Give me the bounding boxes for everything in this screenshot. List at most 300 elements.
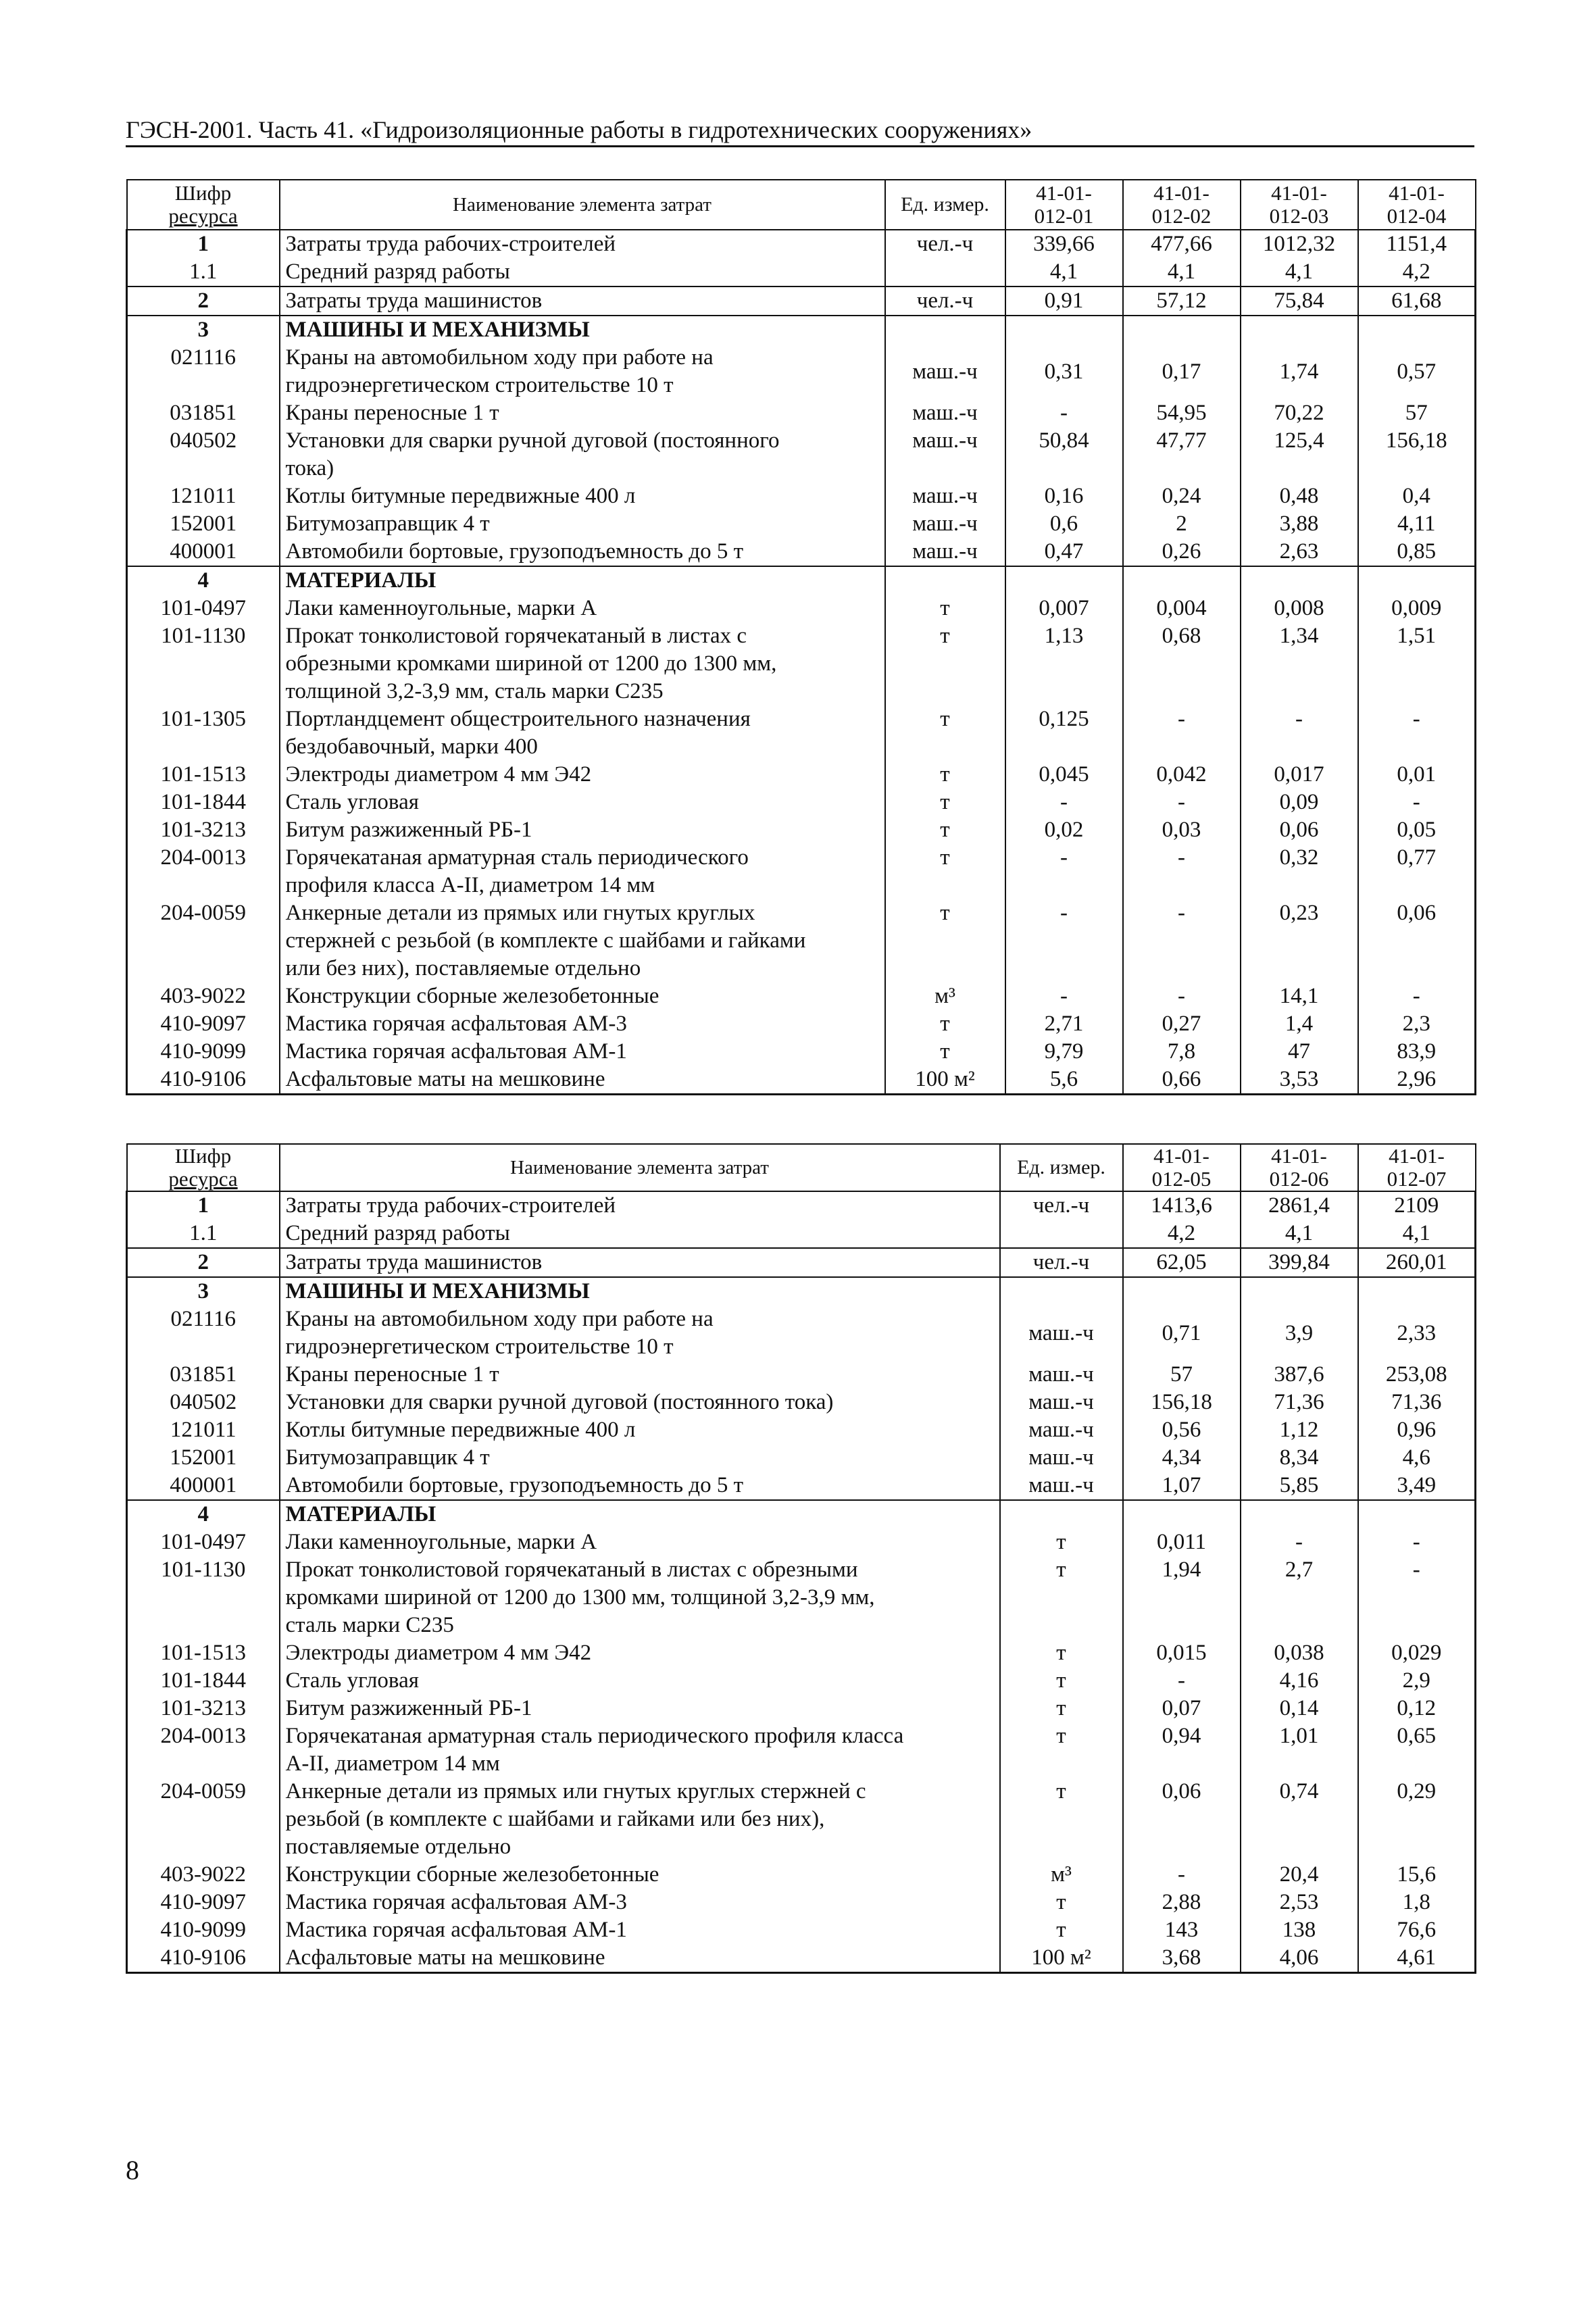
resource-value: 2,88 xyxy=(1123,1889,1241,1916)
resource-name xyxy=(280,316,885,344)
resource-value xyxy=(1123,1500,1241,1528)
resource-unit: т xyxy=(1000,1667,1123,1695)
resource-value: 0,12 xyxy=(1358,1695,1476,1722)
resource-value: 0,57 xyxy=(1358,344,1476,399)
resource-value xyxy=(1005,566,1123,595)
resource-code: 121011 xyxy=(127,1416,280,1444)
resource-table-2 xyxy=(126,1143,1476,1974)
resource-value: 2,3 xyxy=(1358,1010,1476,1038)
resource-name xyxy=(280,344,885,399)
resource-value: 4,2 xyxy=(1123,1220,1241,1248)
resource-value: 260,01 xyxy=(1358,1248,1476,1277)
resource-value: - xyxy=(1005,789,1123,816)
resource-value xyxy=(1358,1500,1476,1528)
resource-name xyxy=(280,1191,1000,1220)
resource-name-line: сталь марки С235 xyxy=(285,1613,454,1637)
resource-name xyxy=(280,287,885,316)
resource-value: 0,65 xyxy=(1358,1722,1476,1778)
resource-value: 3,49 xyxy=(1358,1472,1476,1500)
resource-value xyxy=(1358,1277,1476,1305)
resource-value: 0,24 xyxy=(1123,482,1241,510)
resource-value: 0,68 xyxy=(1123,622,1241,705)
header-norm-code-line2: 012-05 xyxy=(1151,1167,1212,1191)
resource-value: 0,96 xyxy=(1358,1416,1476,1444)
resource-name xyxy=(280,1944,1000,1973)
table-row xyxy=(127,789,1476,816)
header-code-line2: ресурса xyxy=(168,1167,238,1191)
header-norm-code-line2: 012-02 xyxy=(1151,204,1212,228)
header-code-line1: Шифр xyxy=(174,181,232,205)
resource-name xyxy=(280,399,885,427)
resource-value: 3,88 xyxy=(1241,510,1358,538)
header-norm-code xyxy=(1005,180,1123,230)
resource-code: 101-1844 xyxy=(127,1667,280,1695)
resource-value: 0,6 xyxy=(1005,510,1123,538)
resource-value: 75,84 xyxy=(1241,287,1358,316)
resource-value: - xyxy=(1123,789,1241,816)
table-row xyxy=(127,982,1476,1010)
resource-value: 156,18 xyxy=(1123,1389,1241,1416)
resource-name xyxy=(280,1695,1000,1722)
resource-value: - xyxy=(1123,899,1241,982)
resource-name-line: бездобавочный, марки 400 xyxy=(285,735,538,759)
resource-name xyxy=(280,1361,1000,1389)
resource-value: 8,34 xyxy=(1241,1444,1358,1472)
resource-value: 57 xyxy=(1358,399,1476,427)
resource-name-line: МАШИНЫ И МЕХАНИЗМЫ xyxy=(285,1279,590,1303)
resource-value: - xyxy=(1358,1528,1476,1556)
resource-name-line: Краны переносные 1 т xyxy=(285,1362,499,1387)
resource-code: 101-1513 xyxy=(127,761,280,789)
resource-unit xyxy=(885,258,1005,287)
resource-name-line: Автомобили бортовые, грузоподъемность до 5 т xyxy=(285,539,743,564)
resource-name-line: Анкерные детали из прямых или гнутых круглых стержней с xyxy=(285,1779,866,1803)
resource-code: 204-0059 xyxy=(127,1778,280,1861)
table-row xyxy=(127,566,1476,595)
resource-value: 399,84 xyxy=(1241,1248,1358,1277)
resource-unit: м³ xyxy=(1000,1861,1123,1889)
resource-value: 2,96 xyxy=(1358,1066,1476,1095)
resource-value: 2,63 xyxy=(1241,538,1358,566)
resource-unit: чел.-ч xyxy=(1000,1248,1123,1277)
resource-code: 410-9097 xyxy=(127,1010,280,1038)
resource-code: 101-1513 xyxy=(127,1639,280,1667)
resource-value: 0,66 xyxy=(1123,1066,1241,1095)
resource-name-line: Лаки каменноугольные, марки А xyxy=(285,596,597,620)
resource-value: 62,05 xyxy=(1123,1248,1241,1277)
resource-code: 410-9097 xyxy=(127,1889,280,1916)
resource-value: 0,06 xyxy=(1241,816,1358,844)
resource-code: 204-0013 xyxy=(127,1722,280,1778)
resource-value: 3,53 xyxy=(1241,1066,1358,1095)
resource-name xyxy=(280,482,885,510)
header-norm-code xyxy=(1241,1144,1358,1191)
resource-code: 410-9099 xyxy=(127,1038,280,1066)
resource-name-line: МАТЕРИАЛЫ xyxy=(285,1502,437,1526)
resource-code: 101-3213 xyxy=(127,816,280,844)
resource-value: 0,029 xyxy=(1358,1639,1476,1667)
resource-code: 2 xyxy=(127,287,280,316)
resource-value xyxy=(1241,566,1358,595)
resource-value: 0,05 xyxy=(1358,816,1476,844)
resource-unit xyxy=(1000,1277,1123,1305)
resource-value xyxy=(1123,566,1241,595)
resource-value xyxy=(1241,1500,1358,1528)
table-row xyxy=(127,1038,1476,1066)
resource-name xyxy=(280,844,885,899)
header-norm-code-line2: 012-06 xyxy=(1269,1167,1329,1191)
resource-value: 3,68 xyxy=(1123,1944,1241,1973)
resource-code: 400001 xyxy=(127,1472,280,1500)
resource-value: 0,48 xyxy=(1241,482,1358,510)
resource-value: 1,13 xyxy=(1005,622,1123,705)
resource-unit: чел.-ч xyxy=(885,287,1005,316)
resource-name-line: Мастика горячая асфальтовая АМ-3 xyxy=(285,1890,627,1914)
resource-name-line: Сталь угловая xyxy=(285,1668,419,1693)
resource-name-line: Горячекатаная арматурная сталь периодического xyxy=(285,845,749,870)
page-number: 8 xyxy=(126,2155,139,2185)
resource-value: 0,03 xyxy=(1123,816,1241,844)
resource-value: 156,18 xyxy=(1358,427,1476,482)
resource-name xyxy=(280,427,885,482)
resource-value xyxy=(1005,316,1123,344)
table-row xyxy=(127,287,1476,316)
resource-value: 0,017 xyxy=(1241,761,1358,789)
resource-value: 0,07 xyxy=(1123,1695,1241,1722)
resource-value: 0,32 xyxy=(1241,844,1358,899)
resource-value: - xyxy=(1123,982,1241,1010)
resource-value xyxy=(1123,1277,1241,1305)
resource-value: 0,011 xyxy=(1123,1528,1241,1556)
resource-unit: маш.-ч xyxy=(885,344,1005,399)
header-norm-code xyxy=(1123,180,1241,230)
resource-value: 2,53 xyxy=(1241,1889,1358,1916)
resource-unit: т xyxy=(1000,1695,1123,1722)
resource-value: 1,34 xyxy=(1241,622,1358,705)
resource-name-line: поставляемые отдельно xyxy=(285,1835,512,1859)
resource-value: 1,07 xyxy=(1123,1472,1241,1500)
header-rule xyxy=(126,145,1474,147)
resource-code: 101-0497 xyxy=(127,1528,280,1556)
resource-value: 477,66 xyxy=(1123,230,1241,258)
resource-value: 0,125 xyxy=(1005,705,1123,761)
resource-value: 0,007 xyxy=(1005,595,1123,622)
resource-value: 0,042 xyxy=(1123,761,1241,789)
resource-name xyxy=(280,1389,1000,1416)
resource-name xyxy=(280,1916,1000,1944)
resource-code: 101-1305 xyxy=(127,705,280,761)
header-norm-code-line1: 41-01- xyxy=(1271,1144,1327,1168)
resource-unit: т xyxy=(885,899,1005,982)
resource-value: 0,008 xyxy=(1241,595,1358,622)
resource-name-line: Краны на автомобильном ходу при работе на xyxy=(285,1307,714,1331)
resource-code: 4 xyxy=(127,566,280,595)
header-norm-code xyxy=(1358,1144,1476,1191)
resource-code: 101-0497 xyxy=(127,595,280,622)
resource-value: 4,1 xyxy=(1123,258,1241,287)
resource-table-1 xyxy=(126,179,1476,1095)
resource-unit: маш.-ч xyxy=(885,482,1005,510)
resource-name xyxy=(280,566,885,595)
resource-code: 2 xyxy=(127,1248,280,1277)
resource-value: 0,29 xyxy=(1358,1778,1476,1861)
resource-name xyxy=(280,1778,1000,1861)
resource-value xyxy=(1241,1277,1358,1305)
table-row xyxy=(127,1248,1476,1277)
resource-value xyxy=(1241,316,1358,344)
resource-name xyxy=(280,816,885,844)
resource-value: 1,8 xyxy=(1358,1889,1476,1916)
resource-name xyxy=(280,258,885,287)
resource-value: 4,34 xyxy=(1123,1444,1241,1472)
resource-value: 0,06 xyxy=(1123,1778,1241,1861)
resource-code: 1.1 xyxy=(127,1220,280,1248)
resource-code: 031851 xyxy=(127,1361,280,1389)
table-row xyxy=(127,899,1476,982)
resource-name-line: Мастика горячая асфальтовая АМ-3 xyxy=(285,1012,627,1036)
resource-name-line: Прокат тонколистовой горячекатаный в листах с обрезными xyxy=(285,1558,858,1582)
resource-value: 387,6 xyxy=(1241,1361,1358,1389)
table-row xyxy=(127,1889,1476,1916)
resource-value: - xyxy=(1241,705,1358,761)
resource-unit: т xyxy=(885,816,1005,844)
resource-value: 1,74 xyxy=(1241,344,1358,399)
resource-value: 61,68 xyxy=(1358,287,1476,316)
resource-value: - xyxy=(1005,982,1123,1010)
resource-unit: т xyxy=(1000,1889,1123,1916)
table-row xyxy=(127,230,1476,258)
resource-name xyxy=(280,538,885,566)
resource-name-line: Затраты труда рабочих-строителей xyxy=(285,1193,616,1218)
resource-code: 3 xyxy=(127,316,280,344)
table-row xyxy=(127,1305,1476,1361)
resource-value: 2109 xyxy=(1358,1191,1476,1220)
header-norm-code-line1: 41-01- xyxy=(1389,181,1445,205)
resource-value: 2,7 xyxy=(1241,1556,1358,1639)
table-row xyxy=(127,1528,1476,1556)
resource-name-line: профиля класса А-II, диаметром 14 мм xyxy=(285,873,655,897)
resource-name xyxy=(280,1416,1000,1444)
table-row xyxy=(127,1556,1476,1639)
resource-name xyxy=(280,1889,1000,1916)
table-row xyxy=(127,316,1476,344)
header-row xyxy=(127,180,1476,230)
resource-unit: маш.-ч xyxy=(885,510,1005,538)
resource-name-line: гидроэнергетическом строительстве 10 т xyxy=(285,373,674,397)
resource-name xyxy=(280,1528,1000,1556)
table-row xyxy=(127,1722,1476,1778)
table-row xyxy=(127,1277,1476,1305)
table-row xyxy=(127,258,1476,287)
resource-value: 0,27 xyxy=(1123,1010,1241,1038)
header-norm-code-line1: 41-01- xyxy=(1153,1144,1210,1168)
resource-code: 101-1130 xyxy=(127,622,280,705)
resource-unit: маш.-ч xyxy=(1000,1472,1123,1500)
resource-code: 204-0059 xyxy=(127,899,280,982)
table-row xyxy=(127,1220,1476,1248)
resource-value: 1,51 xyxy=(1358,622,1476,705)
resource-name-line: Установки для сварки ручной дуговой (постоянного xyxy=(285,428,780,453)
resource-unit: т xyxy=(885,595,1005,622)
header-norm-code-line1: 41-01- xyxy=(1153,181,1210,205)
resource-code: 410-9106 xyxy=(127,1944,280,1973)
resource-value: 4,1 xyxy=(1358,1220,1476,1248)
resource-value: 70,22 xyxy=(1241,399,1358,427)
resource-name xyxy=(280,1248,1000,1277)
resource-name xyxy=(280,622,885,705)
resource-code: 152001 xyxy=(127,510,280,538)
table-row xyxy=(127,1695,1476,1722)
header-norm-code xyxy=(1241,180,1358,230)
resource-name xyxy=(280,761,885,789)
resource-value: 4,61 xyxy=(1358,1944,1476,1973)
table-row xyxy=(127,705,1476,761)
resource-value: 5,6 xyxy=(1005,1066,1123,1095)
header-code-cell xyxy=(127,1144,280,1191)
table-row xyxy=(127,1416,1476,1444)
resource-code: 152001 xyxy=(127,1444,280,1472)
table-row xyxy=(127,1500,1476,1528)
resource-value: 71,36 xyxy=(1241,1389,1358,1416)
table-row xyxy=(127,1667,1476,1695)
resource-value: 0,01 xyxy=(1358,761,1476,789)
header-unit-cell: Ед. измер. xyxy=(1000,1144,1123,1191)
resource-value: 50,84 xyxy=(1005,427,1123,482)
resource-value: 0,56 xyxy=(1123,1416,1241,1444)
resource-unit: маш.-ч xyxy=(1000,1305,1123,1361)
table-row xyxy=(127,1778,1476,1861)
header-norm-code-line1: 41-01- xyxy=(1389,1144,1445,1168)
resource-unit: т xyxy=(1000,1778,1123,1861)
resource-unit: т xyxy=(1000,1916,1123,1944)
resource-value: 1,01 xyxy=(1241,1722,1358,1778)
resource-name xyxy=(280,1066,885,1095)
resource-value: 1413,6 xyxy=(1123,1191,1241,1220)
page-header: ГЭСН-2001. Часть 41. «Гидроизоляционные работы в гидротехнических сооружениях» xyxy=(126,116,1032,143)
resource-name-line: Установки для сварки ручной дуговой (постоянного тока) xyxy=(285,1390,834,1414)
resource-value: 2,71 xyxy=(1005,1010,1123,1038)
header-code-line2: ресурса xyxy=(168,204,238,228)
resource-name xyxy=(280,1639,1000,1667)
resource-value: 0,77 xyxy=(1358,844,1476,899)
resource-name xyxy=(280,705,885,761)
resource-name xyxy=(280,230,885,258)
resource-name-line: Краны переносные 1 т xyxy=(285,401,499,425)
resource-value: 0,038 xyxy=(1241,1639,1358,1667)
resource-unit: т xyxy=(1000,1528,1123,1556)
resource-name-line: Мастика горячая асфальтовая АМ-1 xyxy=(285,1039,627,1064)
resource-value: 5,85 xyxy=(1241,1472,1358,1500)
resource-name-line: или без них), поставляемые отдельно xyxy=(285,956,641,980)
resource-name-line: Лаки каменноугольные, марки А xyxy=(285,1530,597,1554)
resource-name-line: Затраты труда машинистов xyxy=(285,1250,543,1274)
resource-value: - xyxy=(1358,982,1476,1010)
resource-value: 7,8 xyxy=(1123,1038,1241,1066)
resource-name-line: Электроды диаметром 4 мм Э42 xyxy=(285,762,592,787)
header-norm-code xyxy=(1358,180,1476,230)
resource-value: 2861,4 xyxy=(1241,1191,1358,1220)
resource-value: 71,36 xyxy=(1358,1389,1476,1416)
resource-value: - xyxy=(1358,1556,1476,1639)
resource-value: 138 xyxy=(1241,1916,1358,1944)
table-row xyxy=(127,844,1476,899)
resource-name-line: Сталь угловая xyxy=(285,790,419,814)
resource-value: 1,12 xyxy=(1241,1416,1358,1444)
resource-name xyxy=(280,1444,1000,1472)
resource-value: 0,94 xyxy=(1123,1722,1241,1778)
resource-value: 47 xyxy=(1241,1038,1358,1066)
resource-name-line: Котлы битумные передвижные 400 л xyxy=(285,1418,636,1442)
header-norm-code-line2: 012-04 xyxy=(1387,204,1447,228)
resource-value: 4,1 xyxy=(1241,1220,1358,1248)
resource-value: 4,2 xyxy=(1358,258,1476,287)
resource-value: 0,16 xyxy=(1005,482,1123,510)
resource-unit: маш.-ч xyxy=(885,399,1005,427)
resource-unit xyxy=(1000,1500,1123,1528)
resource-value: 0,23 xyxy=(1241,899,1358,982)
resource-unit: маш.-ч xyxy=(1000,1389,1123,1416)
resource-unit: т xyxy=(885,622,1005,705)
resource-value: 0,85 xyxy=(1358,538,1476,566)
resource-value: 0,09 xyxy=(1241,789,1358,816)
table-row xyxy=(127,1944,1476,1973)
header-unit-cell: Ед. измер. xyxy=(885,180,1005,230)
resource-name xyxy=(280,899,885,982)
resource-value: 0,31 xyxy=(1005,344,1123,399)
resource-name-line: Электроды диаметром 4 мм Э42 xyxy=(285,1641,592,1665)
resource-unit: 100 м² xyxy=(885,1066,1005,1095)
resource-value: 15,6 xyxy=(1358,1861,1476,1889)
resource-name-line: Средний разряд работы xyxy=(285,259,510,284)
resource-value: - xyxy=(1005,399,1123,427)
resource-value xyxy=(1358,566,1476,595)
resource-value: 1151,4 xyxy=(1358,230,1476,258)
header-norm-code-line1: 41-01- xyxy=(1271,181,1327,205)
resource-value: 0,74 xyxy=(1241,1778,1358,1861)
resource-code: 1 xyxy=(127,1191,280,1220)
table-row xyxy=(127,538,1476,566)
table-row xyxy=(127,399,1476,427)
resource-code: 040502 xyxy=(127,1389,280,1416)
resource-name-line: толщиной 3,2-3,9 мм, сталь марки С235 xyxy=(285,679,664,703)
header-name-cell: Наименование элемента затрат xyxy=(280,180,885,230)
resource-value: 54,95 xyxy=(1123,399,1241,427)
resource-value: 1012,32 xyxy=(1241,230,1358,258)
resource-value: 47,77 xyxy=(1123,427,1241,482)
header-name-cell: Наименование элемента затрат xyxy=(280,1144,1000,1191)
resource-value: 1,94 xyxy=(1123,1556,1241,1639)
resource-name-line: гидроэнергетическом строительстве 10 т xyxy=(285,1335,674,1359)
resource-name-line: Асфальтовые маты на мешковине xyxy=(285,1945,605,1970)
table-row xyxy=(127,1010,1476,1038)
resource-code: 101-1844 xyxy=(127,789,280,816)
resource-name-line: стержней с резьбой (в комплекте с шайбами и гайками xyxy=(285,928,806,953)
resource-name xyxy=(280,982,885,1010)
resource-name-line: Автомобили бортовые, грузоподъемность до 5 т xyxy=(285,1473,743,1497)
resource-value: - xyxy=(1358,705,1476,761)
resource-value: 14,1 xyxy=(1241,982,1358,1010)
resource-code: 403-9022 xyxy=(127,982,280,1010)
resource-value: - xyxy=(1241,1528,1358,1556)
resource-unit: чел.-ч xyxy=(885,230,1005,258)
resource-code: 040502 xyxy=(127,427,280,482)
resource-value: 0,4 xyxy=(1358,482,1476,510)
resource-unit: чел.-ч xyxy=(1000,1191,1123,1220)
table-row xyxy=(127,1361,1476,1389)
resource-value xyxy=(1358,316,1476,344)
resource-value: 0,17 xyxy=(1123,344,1241,399)
resource-name xyxy=(280,1556,1000,1639)
